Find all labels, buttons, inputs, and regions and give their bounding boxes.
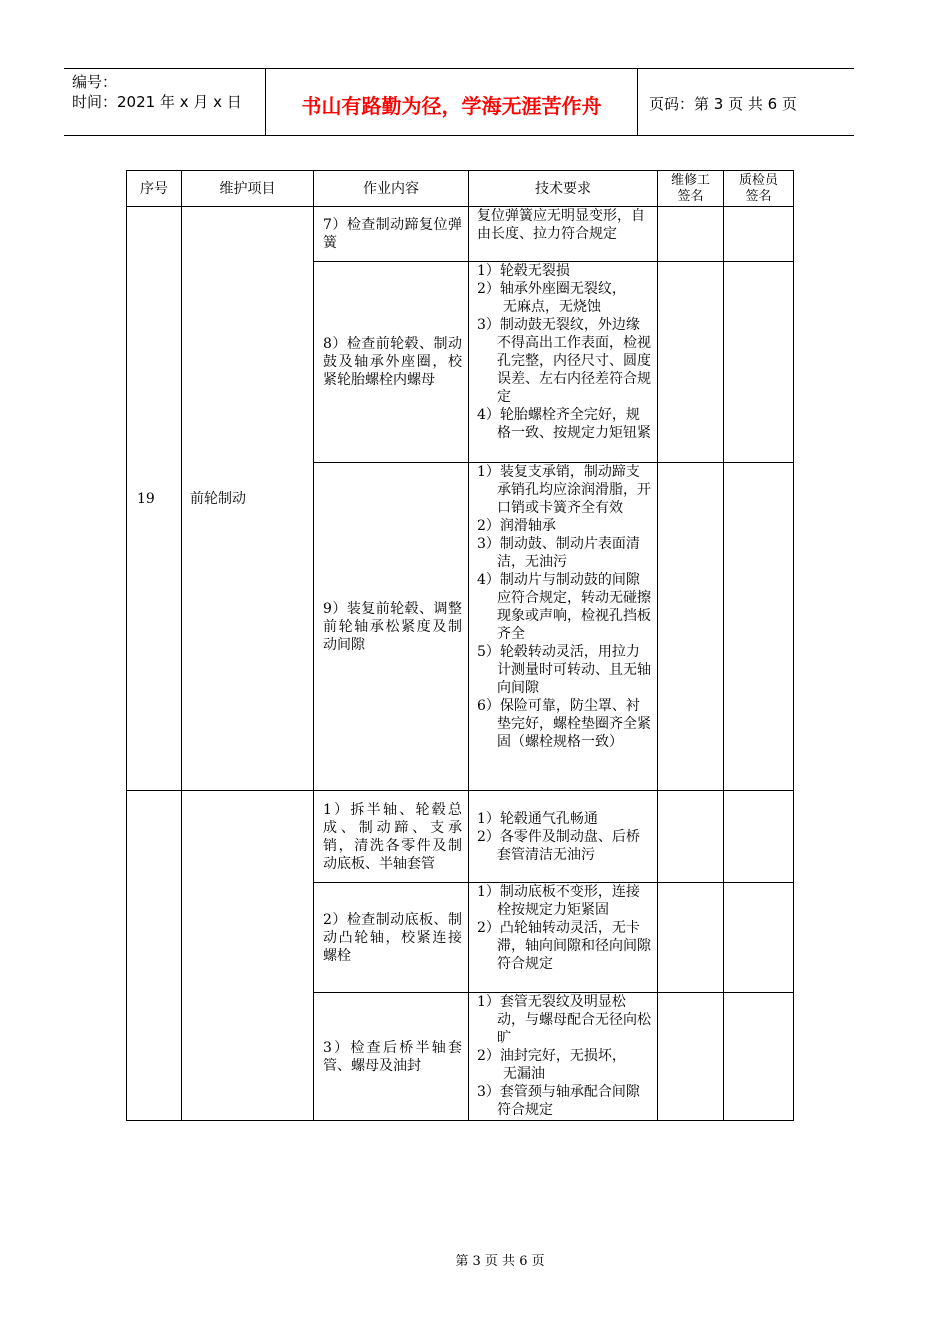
repairer-signature-cell[interactable] (658, 463, 724, 791)
table-row (127, 791, 794, 883)
requirement-line: 2）轴承外座圈无裂纹， (477, 281, 626, 297)
header-page-number: 页码：第 3 页 共 6 页 (649, 95, 797, 113)
col-header-inspector-line2: 签名 (745, 188, 772, 204)
work-content: 3）检查后桥半轴套管、螺母及油封 (314, 993, 469, 1121)
tech-requirements (469, 791, 658, 883)
requirement-line: 6）保险可靠，防尘罩、衬垫完好，螺栓垫圈齐全紧固（螺栓规格一致） (477, 698, 651, 750)
header-slogan: 书山有路勤为径，学海无涯苦作舟 (301, 94, 602, 118)
tech-requirements (469, 463, 658, 791)
col-header-item: 维护项目 (182, 171, 314, 207)
col-header-inspector-line1: 质检员 (738, 172, 778, 188)
repairer-signature-cell[interactable] (658, 262, 724, 463)
repairer-signature-cell[interactable] (658, 993, 724, 1121)
work-content: 8）检查前轮毂、制动鼓及轴承外座圈，校紧轮胎螺栓内螺母 (314, 262, 469, 463)
repairer-signature-cell[interactable] (658, 207, 724, 262)
header-meta (72, 72, 242, 112)
col-header-no: 序号 (127, 171, 182, 207)
repairer-signature-cell[interactable] (658, 883, 724, 993)
inspector-signature-cell[interactable] (724, 791, 794, 883)
maintenance-table (126, 170, 794, 1121)
col-header-repairer-line1: 维修工 (670, 172, 710, 188)
requirement-line: 5）轮毂转动灵活，用拉力计测量时可转动、且无轴向间隙 (477, 644, 651, 696)
header-divider-right (637, 68, 638, 136)
work-content: 9）装复前轮毂、调整前轮轴承松紧度及制动间隙 (314, 463, 469, 791)
maintenance-item: 前轮制动 (182, 207, 314, 791)
work-content: 1）拆半轴、轮毂总成、制动蹄、支承销，清洗各零件及制动底板、半轴套管 (314, 791, 469, 883)
col-header-req: 技术要求 (469, 171, 658, 207)
requirement-line: 2）油封完好，无损坏， (477, 1048, 626, 1064)
requirement-line: 4）轮胎螺栓齐全完好，规格一致、按规定力矩钮紧 (477, 407, 651, 441)
col-header-work: 作业内容 (314, 171, 469, 207)
requirement-line: 1）轮毂无裂损 (477, 263, 570, 279)
work-content: 7）检查制动蹄复位弹簧 (314, 207, 469, 262)
repairer-signature-cell[interactable] (658, 791, 724, 883)
row-number (127, 791, 182, 1121)
tech-requirements (469, 207, 658, 262)
requirement-line: 4）制动片与制动鼓的间隙应符合规定，转动无碰擦现象或声响，检视孔挡板齐全 (477, 572, 651, 642)
document-time: 时间：2021 年 x 月 x 日 (72, 93, 242, 111)
requirement-line: 2）各零件及制动盘、后桥套管清洁无油污 (477, 828, 640, 863)
requirement-line: 1）制动底板不变形，连接栓按规定力矩紧固 (477, 884, 640, 918)
col-header-inspector-signature (724, 171, 794, 207)
requirement-line: 2）凸轮轴转动灵活，无卡滞，轴向间隙和径向间隙符合规定 (477, 920, 651, 972)
requirement-line: 无漏油 (503, 1066, 545, 1082)
col-header-repairer-signature (658, 171, 724, 207)
col-header-repairer-line2: 签名 (677, 188, 704, 204)
header-bottom-rule (64, 135, 854, 136)
requirement-line: 复位弹簧应无明显变形，自由长度、拉力符合规定 (477, 208, 645, 242)
requirement-line: 3）套管颈与轴承配合间隙符合规定 (477, 1084, 640, 1118)
document-number-label: 编号： (72, 73, 118, 91)
requirement-line: 1）套管无裂纹及明显松动，与螺母配合无径向松旷 (477, 994, 651, 1046)
requirement-line: 无麻点，无烧蚀 (503, 299, 601, 315)
inspector-signature-cell[interactable] (724, 463, 794, 791)
table-row (127, 207, 794, 262)
inspector-signature-cell[interactable] (724, 207, 794, 262)
inspector-signature-cell[interactable] (724, 262, 794, 463)
requirement-line: 3）制动鼓、制动片表面清洁，无油污 (477, 536, 640, 570)
inspector-signature-cell[interactable] (724, 883, 794, 993)
requirement-line: 2）润滑轴承 (477, 518, 556, 534)
inspector-signature-cell[interactable] (724, 993, 794, 1121)
tech-requirements (469, 883, 658, 993)
row-number: 19 (127, 207, 182, 791)
table-header-row (127, 171, 794, 207)
tech-requirements (469, 993, 658, 1121)
work-content: 2）检查制动底板、制动凸轮轴，校紧连接螺栓 (314, 883, 469, 993)
requirement-line: 3）制动鼓无裂纹，外边缘不得高出工作表面，检视孔完整，内径尺寸、圆度误差、左右内径差符合规定 (477, 317, 651, 405)
requirement-line: 1）轮毂通气孔畅通 (477, 810, 598, 827)
footer-page-number: 第 3 页 共 6 页 (455, 1254, 545, 1269)
maintenance-item (182, 791, 314, 1121)
requirement-line: 1）装复支承销，制动蹄支承销孔均应涂润滑脂，开口销或卡簧齐全有效 (477, 464, 651, 516)
header-top-rule (64, 68, 854, 69)
tech-requirements (469, 262, 658, 463)
